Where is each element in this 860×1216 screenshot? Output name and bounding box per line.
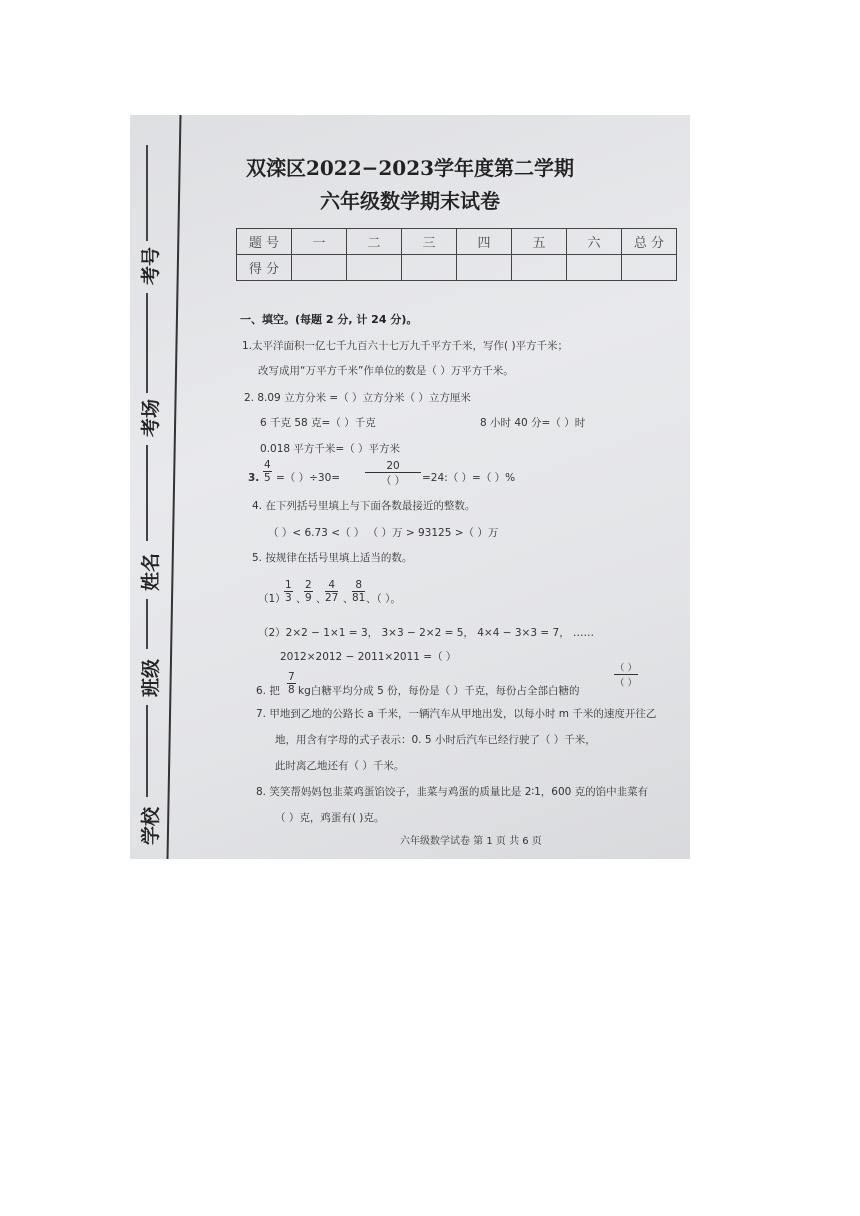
question-4: 4. 在下列括号里填上与下面各数最接近的整数。 <box>252 500 476 512</box>
question-1-line1: 1.太平洋面积一亿七千九百六十七万九千平方千米，写作( )平方千米； <box>242 340 569 352</box>
question-3-number: 3. <box>248 472 260 484</box>
score-header: 五 <box>512 229 567 255</box>
score-header: 一 <box>292 229 347 255</box>
exam-photo <box>130 115 690 859</box>
binding-line <box>167 115 182 859</box>
question-7-line3: 此时离乙地还有（ ）千米。 <box>275 760 405 772</box>
question-2-line2b: 8 小时 40 分=（ ）时 <box>480 417 586 429</box>
question-3-fraction-2: 20 （ ） <box>365 460 421 488</box>
score-cell <box>622 255 677 281</box>
side-label-exam-room: 考场 <box>140 398 162 437</box>
score-header: 总 分 <box>622 229 677 255</box>
sequence-separator: 、 <box>343 593 354 605</box>
score-row-label: 得 分 <box>237 255 292 281</box>
sequence-fraction: $\frac{8}{81}$ <box>352 579 366 604</box>
sequence-fraction: $\frac{4}{27}$ <box>325 579 339 604</box>
question-3-middle: =（ ）÷30= <box>276 472 341 484</box>
question-4-blanks: （ ）< 6.73 <（ ） （ ）万 > 93125 >（ ）万 <box>268 527 499 539</box>
side-label-name: 姓名 <box>140 552 162 591</box>
side-blank-line <box>146 445 148 541</box>
question-5-2-line1: （2）2×2 − 1×1 = 3， 3×3 − 2×2 = 5， 4×4 − 3×3 = 7， …… <box>258 627 595 639</box>
sequence-separator: 、 <box>316 593 327 605</box>
page-footer: 六年级数学试卷 第 1 页 共 6 页 <box>400 836 542 847</box>
question-2-line2: 6 千克 58 克=（ ）千克 <box>260 417 376 429</box>
sequence-fraction: $\frac{2}{9}$ <box>305 579 312 604</box>
score-header: 四 <box>457 229 512 255</box>
question-6-text: kg白糖平均分成 5 份，每份是（ ）千克，每份占全部白糖的 <box>298 685 580 697</box>
score-header: 题 号 <box>237 229 292 255</box>
side-label-class: 班级 <box>140 658 162 697</box>
side-blank-line <box>146 293 148 393</box>
score-header: 二 <box>347 229 402 255</box>
question-6-prefix: 6. 把 <box>256 685 280 697</box>
question-5: 5. 按规律在括号里填上适当的数。 <box>252 552 413 564</box>
score-cell <box>292 255 347 281</box>
score-cell <box>347 255 402 281</box>
side-blank-line <box>146 599 148 649</box>
question-2-line3: 0.018 平方千米=（ ）平方米 <box>260 443 401 455</box>
score-cell <box>567 255 622 281</box>
score-header: 六 <box>567 229 622 255</box>
question-7-line1: 7. 甲地到乙地的公路长 a 千米，一辆汽车从甲地出发，以每小时 m 千米的速度开往乙 <box>256 708 657 720</box>
side-blank-line <box>146 705 148 797</box>
question-5-1-end: 、（ ）。 <box>366 593 401 605</box>
question-1-line2: 改写成用“万平方千米”作单位的数是（ ）万平方千米。 <box>258 365 514 377</box>
question-8-line1: 8. 笑笑帮妈妈包韭菜鸡蛋馅饺子，韭菜与鸡蛋的质量比是 2∶1，600 克的馅中韭菜有 <box>256 786 649 798</box>
question-8-line2: （ ）克，鸡蛋有( )克。 <box>275 812 385 824</box>
exam-title-line1: 双滦区2022−2023学年度第二学期 <box>245 156 575 180</box>
score-table <box>236 228 677 281</box>
section-heading: 一、填空。(每题 2 分, 计 24 分)。 <box>240 313 418 326</box>
question-3-end: =24:（ ）=（ ）% <box>422 472 516 484</box>
exam-title-line2: 六年级数学期末试卷 <box>320 189 500 213</box>
score-header: 三 <box>402 229 457 255</box>
question-6-answer-fraction: （ ） （ ） <box>614 660 638 689</box>
score-cell <box>457 255 512 281</box>
question-7-line2: 地，用含有字母的式子表示：0. 5 小时后汽车已经行驶了（ ）千米， <box>275 734 596 746</box>
score-cell <box>402 255 457 281</box>
question-5-2-line2: 2012×2012 − 2011×2011 =（ ） <box>280 651 457 663</box>
side-label-exam-number: 考号 <box>140 246 162 285</box>
question-3-fraction: $\frac{4}{5}$ <box>264 459 271 484</box>
score-cell <box>512 255 567 281</box>
sequence-separator: 、 <box>296 593 307 605</box>
side-label-school: 学校 <box>140 806 162 845</box>
question-5-1-label: （1） <box>258 593 286 605</box>
question-6-fraction: $\frac{7}{8}$ <box>288 671 295 696</box>
sequence-fraction: $\frac{1}{3}$ <box>285 579 292 604</box>
question-2-line1: 2. 8.09 立方分米 =（ ）立方分米（ ）立方厘米 <box>244 392 471 404</box>
